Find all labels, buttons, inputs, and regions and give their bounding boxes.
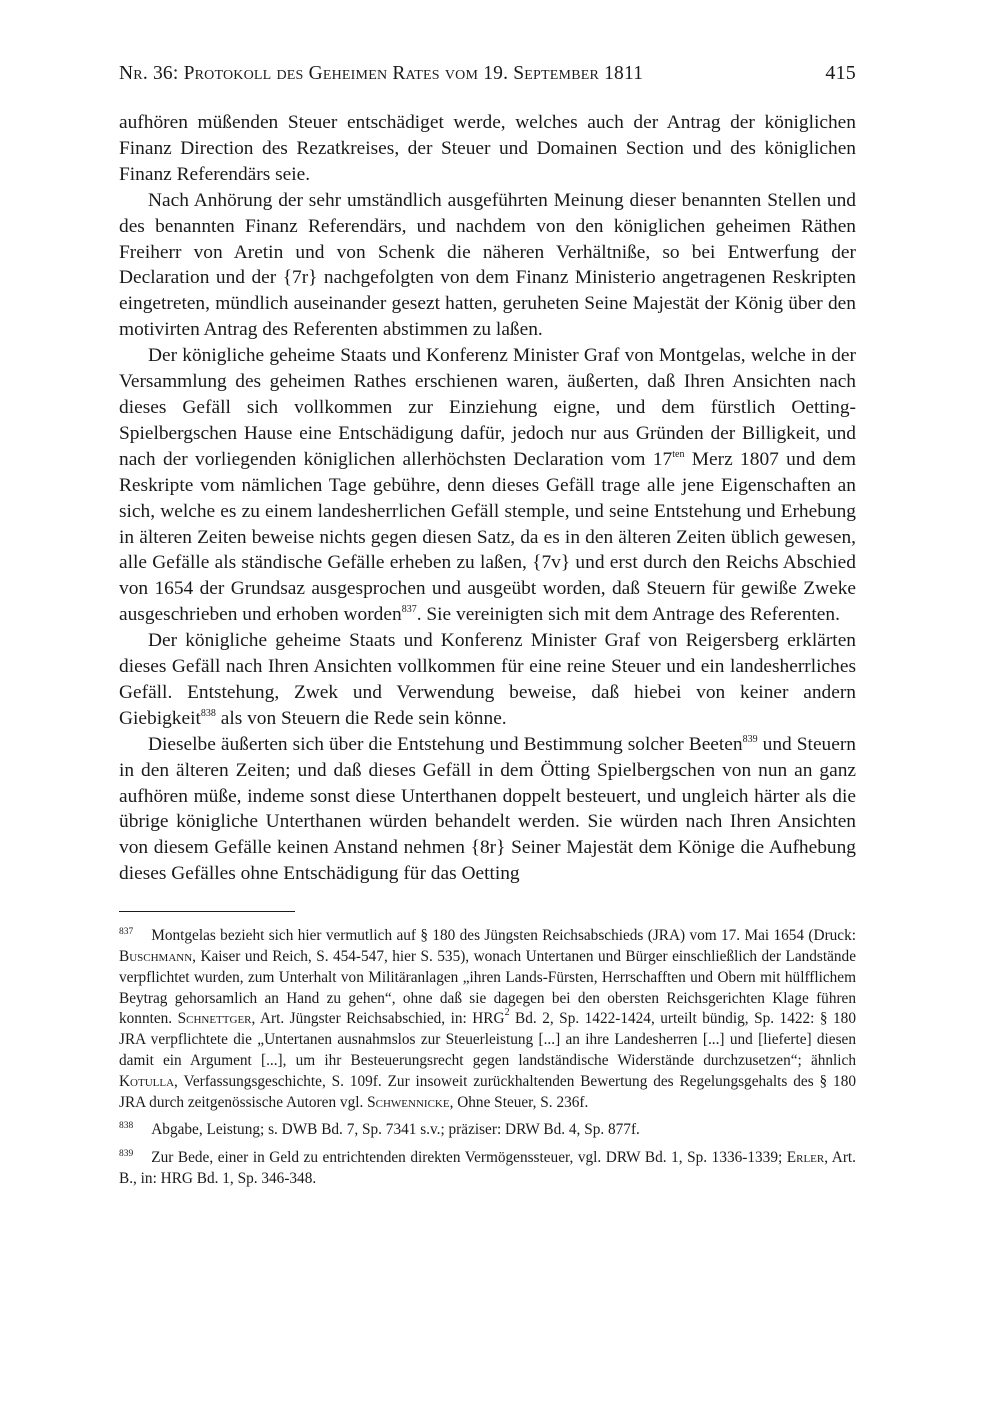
footnote-number: 837 (119, 927, 134, 938)
paragraph-4-text-a: Der königliche geheime Staats und Konferenz Minister Graf von Reigersberg erklärten dieses Gefäll nach Ihren Ansichten vollkommen für eine reine Steuer und ein landesherrliches Gefäll. Entstehung, Zwek und Verwendung beweise, daß hiebei von keiner andern Giebigkeit (119, 630, 856, 729)
paragraph-3-text-b: Merz 1807 und dem Reskripte vom nämlichen Tage gebühre, denn dieses Gefäll trage alle jene Eigenschaften an sich, welche es zu einem landesherrlichen Gefäll stemple, und seine Entstehung und Erhebung in älteren Zeiten beweise nichts gegen diesen Satz, da es in den älteren Zeiten üblich gewesen, alle Gefälle als ständische Gefälle erheben zu laßen, {7v} und erst durch den Reichs Abschied von 1654 der Grundsaz ausgesprochen und ausgeübt worden, daß Steuern für gewiße Zweke ausgeschrieben und erhoben worden (119, 448, 856, 626)
footnote-ref-838[interactable]: 838 (200, 707, 216, 719)
footnote-text: Abgabe, Leistung; s. DWB Bd. 7, Sp. 7341 s.v.; präziser: DRW Bd. 4, Sp. 877f. (151, 1121, 640, 1139)
paragraph-4-text-b: als von Steuern die Rede sein könne. (215, 707, 507, 729)
paragraph-5-text-a: Dieselbe äußerten sich über die Entstehung und Bestimmung solcher Beeten (148, 733, 743, 755)
footnote-number: 839 (119, 1149, 134, 1160)
footnote-text: , Ohne Steuer, S. 236f. (449, 1093, 589, 1111)
footnote-837 (119, 926, 856, 1113)
paragraph-3-text-c: . Sie vereinigten sich mit dem Antrage des Referenten. (416, 604, 840, 626)
paragraph-2: Nach Anhörung der sehr umständlich ausgeführten Meinung dieser benannten Stellen und des benannten Finanz Referendärs, und nachdem von den königlichen geheimen Räthen Freiherr von Aretin und von Schenk die näheren Verhältniße, so bei Entwerfung der Declaration und der {7r} nachgefolgten von dem Finanz Ministerio angetragenen Reskripten eingetreten, mündlich auseinander gesezt hatten, geruheten Seine Majestät der König über den motivirten Antrag des Referenten abstimmen zu laßen. (119, 189, 856, 341)
body-text (119, 110, 856, 887)
footnote-text: , Verfassungsgeschichte, S. 109f. Zur insoweit zurückhaltenden Bewertung des Regelungsgehalts des § 180 JRA durch zeitgenössische Autoren vgl. (119, 1072, 856, 1111)
footnote-text: Montgelas bezieht sich hier vermutlich auf § 180 des Jüngsten Reichsabschieds (JRA) vom 17. Mai 1654 (Druck: (151, 927, 856, 945)
footnote-number: 838 (119, 1121, 134, 1132)
footnote-text: Bd. 2, Sp. 1422-1424, urteilt bündig, Sp. 1422: § 180 JRA verpflichtete die „Untertanen ausnahmslos zur Steuerleistung [...] an ihre Landesherren [...] und [lieferte] diesen damit ein Argument [...], um ihr Besteuerungsrecht gegen landständische Widerstände durchzusetzen“; ähnlich (119, 1010, 856, 1069)
footnote-ref-837[interactable]: 837 (401, 604, 417, 616)
footnote-text: Zur Bede, einer in Geld zu entrichtenden direkten Vermögenssteuer, vgl. DRW Bd. 1, Sp. 1336-1339; (151, 1149, 787, 1167)
author-name: Kotulla (119, 1072, 175, 1090)
author-name: Erler (786, 1149, 825, 1167)
author-name: Schwennicke (367, 1093, 450, 1111)
superscript-ten: ten (672, 448, 685, 460)
footnote-839 (119, 1148, 856, 1190)
document-page (119, 62, 856, 1197)
footnote-text: , Art. Jüngster Reichsabschied, in: HRG (251, 1010, 505, 1028)
edition-superscript: 2 (504, 1007, 510, 1019)
running-head (119, 62, 856, 110)
footnote-ref-839[interactable]: 839 (742, 733, 758, 745)
footnote-separator (119, 911, 295, 912)
author-name: Buschmann (119, 947, 193, 965)
paragraph-4 (119, 628, 856, 732)
page-number: 415 (825, 62, 856, 84)
footnote-text: , Art. B., in: HRG Bd. 1, Sp. 346-348. (119, 1149, 856, 1187)
paragraph-5 (119, 732, 856, 887)
footnote-838 (119, 1120, 856, 1141)
author-name: Schnettger (177, 1010, 252, 1028)
paragraph-5-text-b: und Steuern in den älteren Zeiten; und daß dieses Gefäll in dem Ötting Spielbergschen von nun an ganz aufhören müße, indeme sonst diese Unterthanen doppelt besteuert, und ungleich härter als die übrige königliche Unterthanen würden behandelt werden. Sie würden nach Ihren Ansichten von diesem Gefälle keinen Anstand nehmen {8r} Seiner Majestät dem Könige die Aufhebung dieses Gefälles ohne Entschädigung für das Oetting (119, 733, 857, 885)
running-title: Nr. 36: Protokoll des Geheimen Rates vom 19. September 1811 (119, 63, 644, 84)
paragraph-3 (119, 343, 856, 628)
paragraph-1: aufhören müßenden Steuer entschädiget werde, welches auch der Antrag der königlichen Finanz Direction des Rezatkreises, der Steuer und Domainen Section und des königlichen Finanz Referendärs seie. (119, 112, 856, 185)
footnotes (119, 926, 856, 1190)
paragraph-3-text-a: Der königliche geheime Staats und Konferenz Minister Graf von Montgelas, welche in der Versammlung des geheimen Rathes erschienen waren, äußerten, daß Ihren Ansichten nach dieses Gefäll sich vollkommen zur Einziehung eigne, und dem fürstlich Oetting-Spielbergschen Hause eine Entschädigung dafür, jedoch nur aus Gründen der Billigkeit, und nach der vorliegenden königlichen allerhöchsten Declaration vom 17 (119, 345, 856, 470)
footnote-text: , Kaiser und Reich, S. 454-547, hier S. 535), wonach Untertanen und Bürger einschließlich der Landstände verpflichtet wurden, zum Unterhalt von Militäranlagen „ihren Lands-Fürsten, Herrschafften und Obern mit hülfflichem Beytrag gehorsamlich an Hand zu gehen“, ohne daß sie dagegen bei den obersten Reichsgerichten Klage führen konnten. (119, 947, 856, 1028)
